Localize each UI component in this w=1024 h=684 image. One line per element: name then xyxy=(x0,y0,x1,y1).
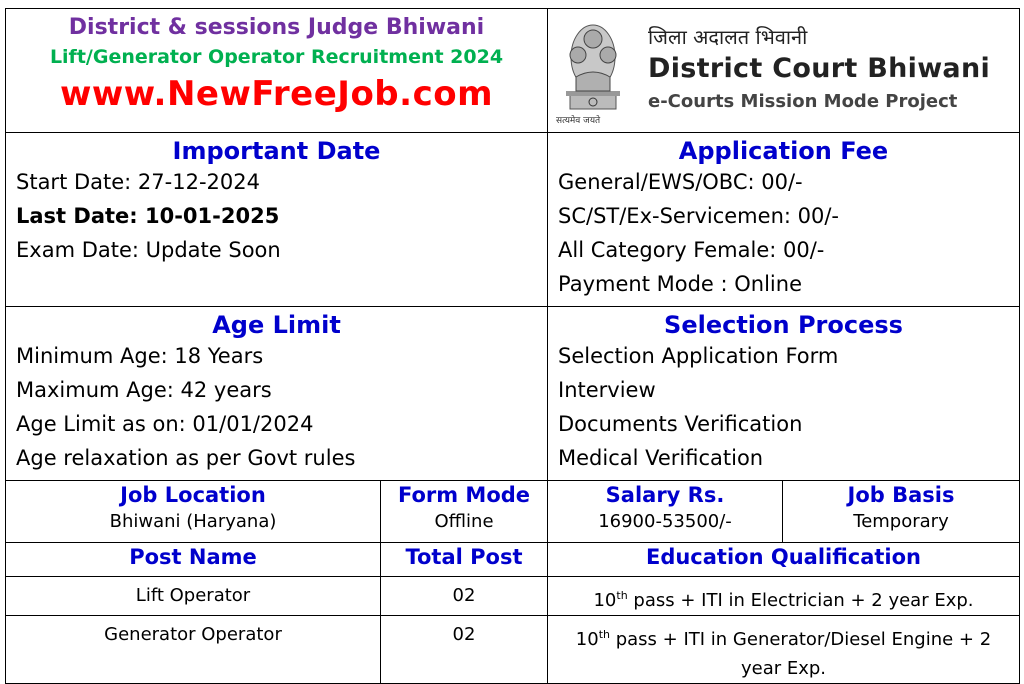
edu-detail: pass + ITI in Generator/Diesel Engine + 2 year Exp. xyxy=(610,629,992,679)
post-total xyxy=(381,577,548,616)
post-name-header xyxy=(6,543,381,577)
post-name-text: Lift Operator xyxy=(135,585,251,606)
national-emblem-icon xyxy=(562,17,624,127)
age-limit-cell xyxy=(6,307,548,481)
recruitment-table xyxy=(5,8,1020,684)
edu-number: 10 xyxy=(593,590,617,611)
selection-process-title: Selection Process xyxy=(664,311,903,339)
form-mode-title: Form Mode xyxy=(397,483,531,507)
post-total xyxy=(381,616,548,684)
post-total-text: 02 xyxy=(452,624,476,645)
age-limit-title: Age Limit xyxy=(212,311,341,339)
selection-process-cell xyxy=(548,307,1020,481)
education-header xyxy=(548,543,1020,577)
edu-number: 10 xyxy=(575,629,599,650)
form-mode-cell xyxy=(381,481,548,543)
min-age: Minimum Age: 18 Years xyxy=(16,344,264,368)
edu-detail: pass + ITI in Electrician + 2 year Exp. xyxy=(627,590,974,611)
emblem-motto: सत्यमेव जयते xyxy=(556,116,601,126)
header-title: District & sessions Judge Bhiwani xyxy=(68,15,485,40)
post-education xyxy=(548,616,1020,684)
header-left-cell xyxy=(6,9,548,133)
post-name-text: Generator Operator xyxy=(104,624,282,645)
edu-suffix: th xyxy=(598,628,610,641)
selection-step: Interview xyxy=(558,378,656,402)
salary-title: Salary Rs. xyxy=(605,483,725,507)
age-relaxation: Age relaxation as per Govt rules xyxy=(16,446,356,470)
last-date: Last Date: 10-01-2025 xyxy=(16,204,280,228)
fee-sc-st: SC/ST/Ex-Servicemen: 00/- xyxy=(558,204,839,228)
job-basis-title: Job Basis xyxy=(847,483,955,507)
website-link[interactable]: www.NewFreeJob.com xyxy=(59,74,494,114)
selection-step: Documents Verification xyxy=(558,412,803,436)
recruitment-table-sheet xyxy=(5,8,1019,679)
max-age: Maximum Age: 42 years xyxy=(16,378,272,402)
court-name: District Court Bhiwani xyxy=(648,53,991,84)
post-name-col-title: Post Name xyxy=(129,545,257,569)
start-date: Start Date: 27-12-2024 xyxy=(16,170,260,194)
post-total-text: 02 xyxy=(452,585,476,606)
fee-female: All Category Female: 00/- xyxy=(558,238,825,262)
job-location-value: Bhiwani (Haryana) xyxy=(109,511,277,532)
post-name xyxy=(6,616,381,684)
important-date-cell xyxy=(6,133,548,307)
header-right-cell xyxy=(548,9,1020,133)
salary-value: 16900-53500/- xyxy=(598,511,732,532)
education-col-title: Education Qualification xyxy=(645,545,922,569)
total-post-col-title: Total Post xyxy=(405,545,523,569)
post-education-text xyxy=(548,616,1019,683)
form-mode-value: Offline xyxy=(434,511,494,532)
exam-date: Exam Date: Update Soon xyxy=(16,238,281,262)
application-fee-cell xyxy=(548,133,1020,307)
payment-mode: Payment Mode : Online xyxy=(558,272,802,296)
salary-cell xyxy=(548,481,783,543)
selection-step: Medical Verification xyxy=(558,446,764,470)
fee-general: General/EWS/OBC: 00/- xyxy=(558,170,803,194)
total-post-header xyxy=(381,543,548,577)
table-row xyxy=(6,616,1020,684)
job-location-title: Job Location xyxy=(120,483,266,507)
post-education xyxy=(548,577,1020,616)
job-basis-value: Temporary xyxy=(853,511,949,532)
important-date-title: Important Date xyxy=(172,137,381,165)
post-name xyxy=(6,577,381,616)
job-location-cell xyxy=(6,481,381,543)
court-name-hindi: जिला अदालत भिवानी xyxy=(648,25,808,49)
post-education-text xyxy=(548,577,1019,615)
selection-step: Selection Application Form xyxy=(558,344,839,368)
header-subtitle: Lift/Generator Operator Recruitment 2024 xyxy=(49,46,504,68)
application-fee-title: Application Fee xyxy=(678,137,889,165)
age-as-on: Age Limit as on: 01/01/2024 xyxy=(16,412,314,436)
court-subtitle: e-Courts Mission Mode Project xyxy=(648,91,958,112)
table-row xyxy=(6,577,1020,616)
job-basis-cell xyxy=(783,481,1020,543)
edu-suffix: th xyxy=(616,589,628,602)
